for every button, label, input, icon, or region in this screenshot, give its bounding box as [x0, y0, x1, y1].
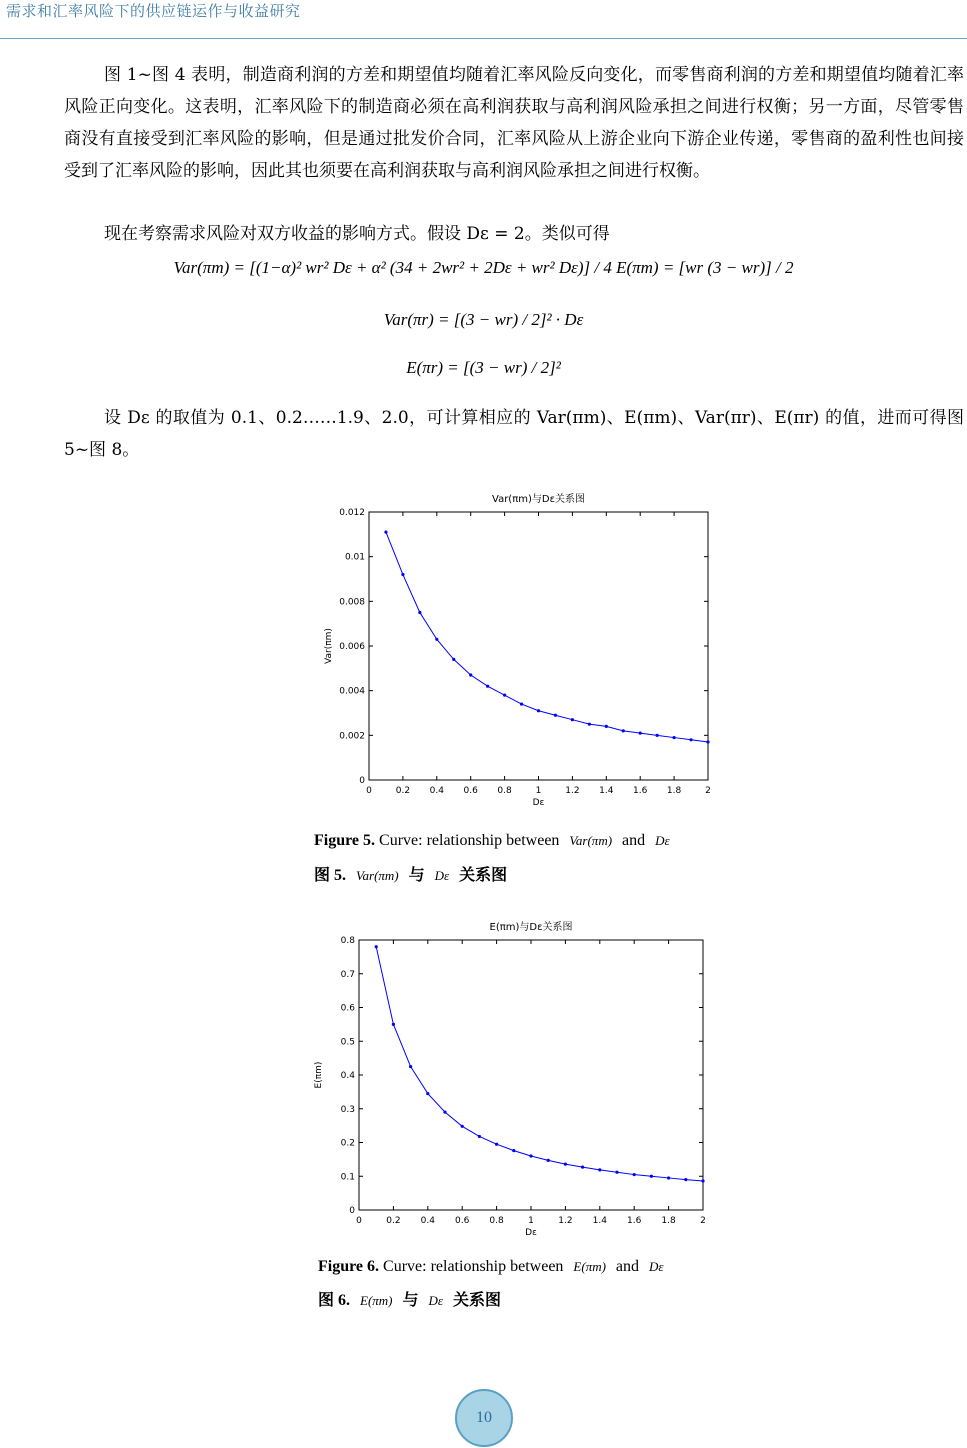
figure-5-caption-zh-tail: 关系图 — [459, 867, 508, 884]
fig5-data-point — [706, 740, 709, 743]
fig6-y-tick-label: 0.3 — [340, 1104, 355, 1115]
fig5-x-tick-label: 0.8 — [497, 786, 512, 796]
fig5-data-point — [588, 723, 591, 726]
figure-5-caption-zh — [314, 862, 507, 885]
fig6-x-tick-label: 1.2 — [558, 1216, 573, 1226]
fig5-data-point — [689, 738, 692, 741]
fig6-x-tick-label: 0.6 — [455, 1216, 470, 1226]
fig5-y-tick-label: 0.012 — [339, 508, 365, 518]
fig5-y-tick-label: 0.004 — [339, 686, 365, 697]
equation-var-e-pi-m: Var(πm) = [(1−α)² wr² Dε + α² (34 + 2wr² + 2Dε + wr² Dε)] / 4 E(πm) = [wr (3 − wr)] / 2 — [173, 258, 794, 277]
fig6-x-tick-label: 0.8 — [489, 1216, 504, 1226]
fig6-x-tick-label: 1 — [528, 1216, 534, 1226]
fig6-data-point — [392, 1023, 395, 1026]
fig6-data-point — [547, 1159, 550, 1162]
fig6-x-tick-label: 1.4 — [592, 1216, 607, 1226]
fig5-x-tick-label: 0.2 — [395, 786, 411, 796]
fig6-x-tick-label: 0.4 — [420, 1216, 435, 1226]
body-paragraph-1: 图 1~图 4 表明，制造商利润的方差和期望值均随着汇率风险反向变化，而零售商利润的方差和期望值均随着汇率风险正向变化。这表明，汇率风险下的制造商必须在高利润获取与高利润风险承担之间进行权衡；另一方面，尽管零售商没有直接受到汇率风险的影响，但是通过批发价合同，汇率风险从上游企业向下游企业传递，零售商的盈利性也间接受到了汇率风险的影响，因此其也须要在高利润获取与高利润风险承担之间进行权衡。 — [64, 65, 964, 181]
fig5-data-point — [469, 673, 472, 676]
fig6-data-point — [375, 945, 378, 948]
figure-5-caption-zh-mid: 与 — [408, 867, 425, 884]
fig5-data-point — [520, 702, 523, 705]
fig6-data-point — [615, 1171, 618, 1174]
fig5-data-point — [435, 638, 438, 641]
body-paragraph-3: 设 Dε 的取值为 0.1、0.2……1.9、2.0，可计算相应的 Var(πm)、E(πm)、Var(πr)、E(πr) 的值，进而可得图 5~图 8。 — [64, 408, 964, 460]
figure-6-label: Figure 6. — [318, 1258, 380, 1275]
fig6-x-tick-label: 0 — [356, 1216, 362, 1226]
fig6-x-tick-label: 1.8 — [661, 1216, 676, 1226]
fig6-data-point — [426, 1092, 429, 1095]
figure-5-caption-d: Dε — [655, 833, 670, 848]
figure-6-label-zh: 图 6. — [318, 1292, 351, 1309]
fig5-x-tick-label: 0.4 — [429, 786, 444, 796]
figure-6-caption-d: Dε — [649, 1259, 664, 1274]
fig6-data-point — [461, 1125, 464, 1128]
running-title: 需求和汇率风险下的供应链运作与收益研究 — [6, 2, 301, 20]
fig6-y-tick-label: 0.5 — [340, 1037, 355, 1048]
fig6-data-point — [495, 1143, 498, 1146]
fig6-data-point — [684, 1178, 687, 1181]
fig5-x-tick-label: 1.8 — [666, 786, 682, 796]
fig6-y-tick-label: 0.1 — [340, 1172, 355, 1183]
fig5-data-point — [622, 729, 625, 732]
fig6-y-tick-label: 0.4 — [340, 1071, 355, 1081]
fig5-data-point — [537, 709, 540, 712]
fig6-y-axis-label: E(πm) — [314, 1061, 324, 1089]
fig5-y-tick-label: 0.008 — [339, 597, 365, 608]
fig5-x-tick-label: 1.2 — [565, 786, 580, 796]
fig5-x-tick-label: 2 — [705, 786, 711, 796]
fig6-data-point — [701, 1179, 704, 1182]
fig5-x-tick-label: 1.4 — [599, 786, 614, 796]
fig5-data-point — [486, 685, 489, 688]
fig5-y-axis-label: Var(πm) — [324, 628, 334, 664]
figure-5-chart — [300, 487, 740, 817]
fig5-data-point — [554, 714, 557, 717]
figure-6-caption-en — [318, 1258, 670, 1276]
fig6-data-point — [409, 1065, 412, 1068]
fig6-data-point — [633, 1173, 636, 1176]
figure-6-caption-zh-tail: 关系图 — [453, 1292, 502, 1309]
fig5-y-tick-label: 0 — [359, 776, 365, 786]
figure-6-caption-zh-var: E(πm) — [360, 1293, 393, 1308]
header-rule — [0, 38, 967, 39]
fig5-data-point — [452, 658, 455, 661]
fig6-data-point — [598, 1168, 601, 1171]
fig5-x-tick-label: 0 — [366, 786, 372, 796]
fig5-data-point — [639, 732, 642, 735]
fig6-data-point — [650, 1175, 653, 1178]
figure-6-caption-and: and — [615, 1258, 640, 1275]
fig5-plot-frame — [369, 512, 708, 780]
fig6-y-tick-label: 0.6 — [340, 1003, 355, 1014]
page-number-badge: 10 — [455, 1389, 513, 1447]
fig6-data-point — [478, 1135, 481, 1138]
body-paragraph-2: 现在考察需求风险对双方收益的影响方式。假设 Dε = 2。类似可得 — [104, 224, 610, 244]
figure-5-caption-and: and — [622, 832, 646, 849]
fig5-x-axis-label: Dε — [532, 798, 545, 808]
fig5-y-tick-label: 0.006 — [339, 642, 365, 652]
fig6-x-tick-label: 2 — [700, 1216, 706, 1226]
figure-6-caption-text: Curve: relationship between — [383, 1258, 564, 1275]
fig5-data-point — [418, 611, 421, 614]
figure-5-caption-zh-var: Var(πm) — [356, 868, 399, 883]
fig6-title: E(πm)与Dε关系图 — [489, 922, 573, 933]
fig6-data-point — [529, 1154, 532, 1157]
fig5-y-tick-label: 0.002 — [339, 731, 365, 742]
fig5-data-point — [673, 736, 676, 739]
fig6-plot-frame — [359, 940, 703, 1210]
fig6-y-tick-label: 0.8 — [340, 936, 355, 946]
equation-e-pi-r: E(πr) = [(3 − wr) / 2]² — [406, 358, 561, 377]
figure-5-label-zh: 图 5. — [314, 867, 347, 884]
fig6-data-point — [581, 1166, 584, 1169]
figure-6-caption-zh-mid: 与 — [402, 1292, 419, 1309]
fig6-y-tick-label: 0.2 — [340, 1138, 355, 1149]
fig5-data-point — [401, 573, 404, 576]
equation-var-pi-r: Var(πr) = [(3 − wr) / 2]² · Dε — [383, 310, 584, 329]
fig6-x-axis-label: Dε — [525, 1228, 537, 1235]
fig6-data-point — [564, 1163, 567, 1166]
fig6-data-point — [512, 1149, 515, 1152]
figure-6-caption-var: E(πm) — [573, 1259, 606, 1274]
fig5-x-tick-label: 1.6 — [633, 786, 648, 796]
fig6-x-tick-label: 1.6 — [627, 1216, 642, 1226]
fig6-x-tick-label: 0.2 — [386, 1216, 401, 1226]
figure-5-label: Figure 5. — [314, 832, 376, 849]
fig5-x-tick-label: 0.6 — [463, 786, 478, 796]
fig5-data-point — [571, 718, 574, 721]
fig6-data-point — [443, 1111, 446, 1114]
figure-6-chart — [300, 915, 740, 1235]
fig6-y-tick-label: 0 — [349, 1206, 355, 1216]
fig5-y-tick-label: 0.01 — [344, 552, 365, 563]
fig5-data-point — [384, 531, 387, 534]
figure-6-caption-zh — [318, 1287, 501, 1310]
fig5-title: Var(πm)与Dε关系图 — [492, 494, 585, 505]
figure-6-caption-zh-d: Dε — [428, 1293, 444, 1308]
figure-5-caption-var: Var(πm) — [569, 833, 613, 848]
fig6-y-tick-label: 0.7 — [340, 969, 355, 980]
fig5-x-tick-label: 1 — [535, 786, 542, 796]
fig5-data-point — [656, 734, 659, 737]
fig5-data-point — [503, 694, 506, 697]
figure-5-caption-en — [314, 832, 676, 850]
figure-5-caption-text: Curve: relationship between — [379, 832, 560, 849]
fig6-data-point — [667, 1176, 670, 1179]
figure-5-caption-zh-d: Dε — [434, 868, 450, 883]
fig5-data-point — [605, 725, 608, 728]
